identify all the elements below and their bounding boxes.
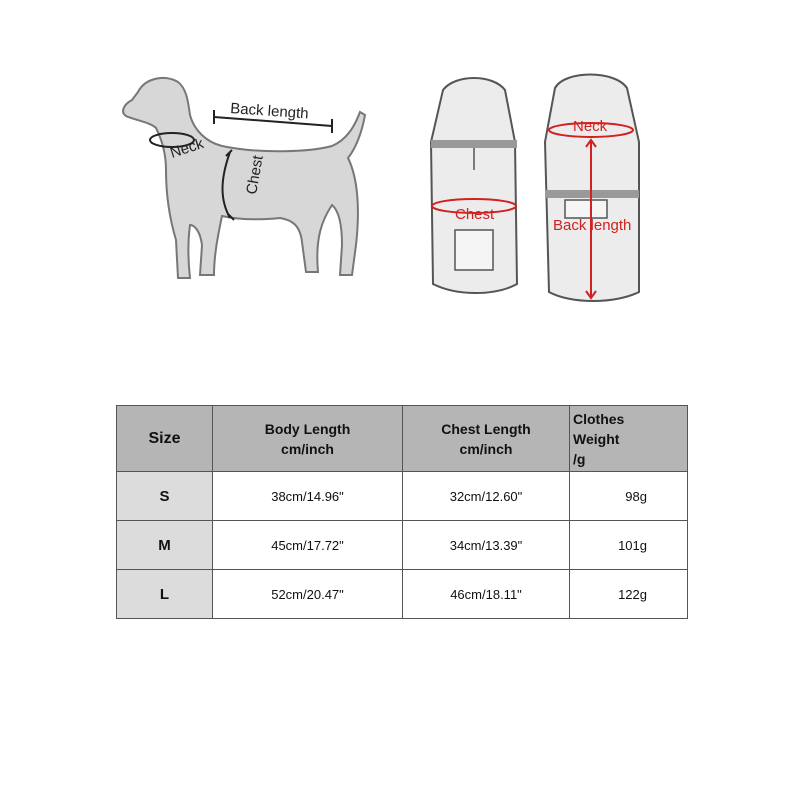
dog-back-length-label: Back length — [229, 100, 310, 123]
table-row — [117, 570, 688, 619]
header-weight-line3: /g — [573, 450, 586, 467]
body-length-cell: 52cm/20.47" — [213, 570, 403, 619]
dog-chest-label: Chest — [243, 154, 267, 196]
header-size: Size — [117, 406, 213, 472]
weight-cell: 101g — [570, 521, 688, 570]
coat-back-length-label: Back length — [553, 217, 632, 234]
size-cell: S — [117, 472, 213, 521]
header-body-length-line2: cm/inch — [281, 440, 334, 457]
coat-chest-label: Chest — [455, 206, 495, 223]
weight-cell: 122g — [570, 570, 688, 619]
size-cell: M — [117, 521, 213, 570]
header-weight-line2: Weight — [573, 430, 620, 447]
header-chest-length — [403, 406, 570, 472]
chest-length-cell: 34cm/13.39" — [403, 521, 570, 570]
dog-neck-label: Neck — [167, 135, 206, 162]
header-clothes-weight — [570, 406, 688, 472]
coat-measurement-diagram — [415, 70, 660, 310]
coat-front-view — [431, 78, 517, 293]
header-chest-length-line2: cm/inch — [459, 440, 513, 457]
size-cell: L — [117, 570, 213, 619]
body-length-cell: 38cm/14.96" — [213, 472, 403, 521]
header-chest-length-line1: Chest Length — [441, 420, 531, 437]
chest-length-cell: 32cm/12.60" — [403, 472, 570, 521]
table-header-row — [117, 406, 688, 472]
weight-cell: 98g — [570, 472, 688, 521]
chest-length-cell: 46cm/18.11" — [403, 570, 570, 619]
table-row — [117, 472, 688, 521]
body-length-cell: 45cm/17.72" — [213, 521, 403, 570]
dog-measurement-diagram — [110, 60, 380, 300]
table-row — [117, 521, 688, 570]
header-weight-line1: Clothes — [573, 410, 625, 427]
header-body-length — [213, 406, 403, 472]
coat-neck-label: Neck — [573, 118, 608, 135]
size-chart-table — [116, 405, 688, 619]
header-body-length-line1: Body Length — [264, 420, 351, 437]
